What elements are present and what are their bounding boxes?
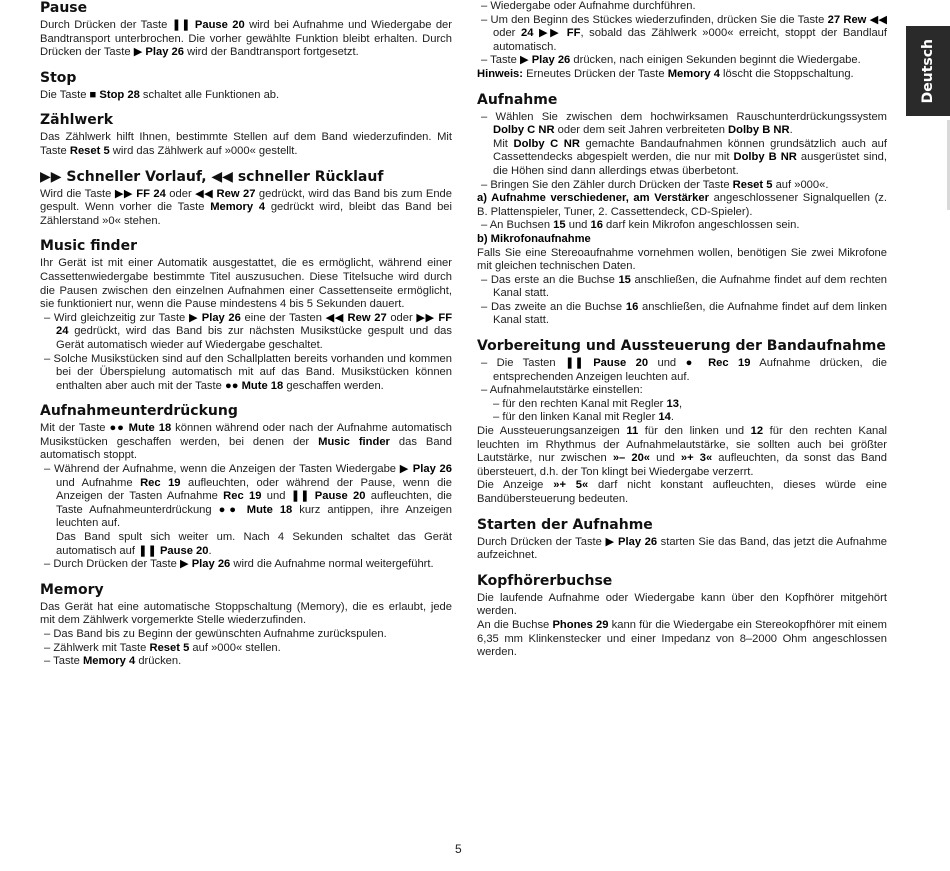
heading-memory: Memory (40, 581, 104, 598)
section-pause (40, 0, 452, 60)
para (477, 592, 887, 619)
text-run: – Die Tasten (481, 357, 566, 370)
list-item (40, 312, 452, 353)
bold-term: Reset 5 (69, 144, 110, 157)
text-run: . (789, 124, 793, 137)
note (477, 68, 887, 82)
bold-term: »+ 3« (680, 452, 713, 465)
bold-term: Dolby C NR (493, 124, 555, 137)
bold-term: ▶ Play 26 (399, 463, 452, 476)
text-run: für den rechten Kanal leuchten im Rhythmus der Aufnahmelautstärke, sie sollten auch bei größter Lautstärke, nur zwischen (477, 425, 887, 465)
bold-term: b) Mikrofonaufnahme (477, 232, 591, 245)
para (477, 619, 887, 660)
text-run: und (565, 219, 591, 232)
text-run: – Während der Aufnahme, wenn die Anzeigen der Tasten Wiedergabe (44, 463, 400, 476)
bold-term: ▶ Play 26 (605, 535, 658, 548)
heading-counter: Zählwerk (40, 112, 114, 129)
left-column (40, 0, 452, 679)
text-run: eine der Tasten (240, 311, 326, 324)
text-run: – Wird gleichzeitig zur Taste (44, 311, 189, 324)
bold-term: ● Rec 19 (685, 357, 751, 370)
text-run: darf kein Mikrofon angeschlossen sein. (602, 219, 800, 232)
text-run: und (648, 357, 686, 370)
text-run: auf »000« stellen. (189, 641, 281, 654)
text-run: das Band automatisch stoppt. (40, 435, 453, 462)
text-run: gedrückt, wird das Band bis zur nächsten Musikstücke gespult und das Gerät automatisch wieder auf Wiedergabe geschaltet. (56, 325, 452, 351)
text-run: für den linken und (638, 425, 751, 438)
text-run: Durch Drücken der Taste (477, 535, 606, 548)
text-run: , (678, 397, 683, 410)
text-run: – Zählwerk mit Taste (44, 641, 150, 654)
para (477, 425, 887, 479)
section-recording (477, 92, 887, 329)
heading-mute: Aufnahmeunterdrückung (40, 403, 238, 420)
bold-term: ❚❚ Pause 20 (565, 357, 649, 370)
bold-term: ▶ Play 26 (133, 46, 184, 59)
bold-term: ◀◀ Rew 27 (325, 311, 387, 324)
section-music-finder (40, 238, 452, 393)
text-run: angeschlossener Signalquellen (z. B. Plattenspieler, Tuner, 2. Cassettendeck, CD-Spieler). (477, 192, 888, 218)
text-run: geschaffen werden. (283, 379, 384, 392)
bold-term: ▶▶ FF 24 (114, 187, 166, 200)
page-number: 5 (455, 842, 462, 856)
section-memory-continued (477, 0, 887, 82)
bold-term: 27 Rew ◀◀ (827, 13, 887, 26)
bold-term: 11 (626, 425, 639, 438)
text-run: und (650, 452, 681, 465)
text-run: Die Taste (40, 88, 90, 101)
bold-term: ■ Stop 28 (89, 88, 140, 101)
bold-term: Dolby B NR (728, 124, 790, 137)
text-run: – Wiedergabe oder Aufnahme durchführen. (481, 0, 696, 12)
text-run: – Durch Drücken der Taste (44, 558, 180, 571)
heading-start-recording: Starten der Aufnahme (477, 516, 653, 533)
language-tab (906, 26, 950, 116)
text-run: – Das Band bis zu Beginn der gewünschten Aufnahme zurückspulen. (44, 628, 387, 640)
text-run: – Um den Beginn des Stückes wiederzufinden, drücken Sie die Taste (481, 13, 828, 26)
text-run: kann für die Wiedergabe ein Stereokopfhörer mit einem 6,35 mm Klinkenstecker und einer Impedanz von 8–2000 Ohm angeschlossen werden. (477, 618, 887, 659)
list-item (477, 219, 887, 233)
text-run: löscht die Stoppschaltung. (719, 67, 854, 80)
section-counter (40, 112, 452, 158)
bold-term: Memory 4 (210, 201, 266, 214)
bold-term: ●● Mute 18 (218, 503, 293, 516)
text-run: Die laufende Aufnahme oder Wiedergabe kann über den Kopfhörer mitgehört werden. (477, 591, 887, 618)
list-item (477, 274, 887, 301)
bold-term: Rec 19 (140, 476, 181, 489)
heading-recording: Aufnahme (477, 91, 558, 108)
bold-term: »– 20« (612, 452, 651, 465)
bold-term: ◀◀ Rew 27 (195, 187, 256, 200)
para (40, 19, 452, 60)
heading-stop: Stop (40, 69, 77, 86)
list-item (477, 411, 887, 425)
para (40, 89, 452, 103)
text-run: Wird die Taste (40, 187, 115, 200)
text-run: Die Anzeige (477, 479, 554, 492)
text-run: Das Gerät hat eine automatische Stoppschaltung (Memory), die es erlaubt, jede mit dem Zählwerk vorgemerkte Stelle wiederzufinden. (40, 600, 452, 627)
bold-term: Dolby C NR (513, 137, 580, 150)
text-run: Mit der Taste (40, 422, 110, 435)
para (477, 247, 887, 274)
text-run: – für den linken Kanal mit Regler (493, 411, 659, 424)
bold-term: 13 (666, 397, 679, 410)
language-tab-label: Deutsch (920, 38, 936, 104)
text-run: , sobald das Zählwerk »000« erreicht, stoppt der Bandlauf automatisch. (493, 27, 887, 53)
text-run: ausgerüstet sind, die Höhen sind dann allerdings etwas überbetont. (493, 151, 887, 177)
bold-term: Memory 4 (82, 655, 136, 668)
para (40, 131, 452, 158)
heading-headphones: Kopfhörerbuchse (477, 572, 613, 589)
bold-term: a) Aufnahme verschiedener, am Verstärker (477, 192, 709, 205)
bold-term: Phones 29 (552, 618, 609, 631)
bold-term: ❚❚ Pause 20 (138, 544, 209, 557)
text-run: – Das zweite an die Buchse (481, 300, 626, 313)
text-run: aufleuchten, die Taste Aufnahmeunterdrückung (56, 490, 452, 516)
heading-pause: Pause (40, 0, 88, 16)
text-run: – für den rechten Kanal mit Regler (493, 397, 667, 410)
text-run: und Aufnahme (56, 476, 141, 489)
bold-term: Hinweis: (477, 67, 524, 80)
list-item (40, 558, 452, 572)
section-mute (40, 403, 452, 572)
section-memory (40, 582, 452, 669)
text-run: drücken, nach einigen Sekunden beginnt die Wiedergabe. (570, 54, 861, 67)
section-start-recording (477, 517, 887, 563)
para (477, 536, 887, 563)
text-run: anschließen, die Aufnahme findet auf dem rechten Kanal statt. (493, 273, 888, 300)
text-run: – Aufnahmelautstärke einstellen: (481, 384, 643, 397)
heading-music-finder: Music finder (40, 238, 137, 255)
text-run: Aufnahme drücken, die entsprechenden Anzeigen leuchten auf. (493, 357, 888, 383)
bold-term: ●● Mute 18 (109, 422, 172, 435)
list-item (40, 353, 452, 394)
bold-term: Reset 5 (732, 178, 773, 191)
para (477, 192, 887, 219)
text-run: können während oder nach der Aufnahme automatisch Musikstücken geschaffen werden, bei denen der (40, 422, 452, 448)
text-run: wird das Zählwerk auf »000« gestellt. (109, 144, 298, 157)
text-run: Das Zählwerk hilft Ihnen, bestimmte Stellen auf dem Band wiederzufinden. Mit Taste (40, 131, 452, 157)
list-item (477, 14, 887, 55)
text-run: – Das erste an die Buchse (481, 273, 619, 286)
text-run: und (261, 490, 291, 503)
text-run: drücken. (135, 655, 182, 668)
para (40, 531, 452, 558)
text-run: gedrückt wird, bleibt das Band bei Zählerstand »0« stehen. (40, 201, 452, 227)
text-run: wird bei Aufnahme und Wiedergabe der Bandtransport unterbrochen. Die vorher gewählte Funktion bleibt erhalten. Durch Drücken der Taste (40, 19, 453, 59)
list-item (40, 628, 452, 642)
text-run: – Wählen Sie zwischen dem hochwirksamen Rauschunterdrückungssystem (481, 110, 887, 123)
text-run: oder (493, 27, 521, 40)
text-run: gedrückt, wird das Band bis zum Ende gespult. Wenn vorher die Taste (40, 187, 452, 214)
list-item (477, 0, 887, 14)
bold-term: ❚❚ Pause 20 (290, 490, 366, 503)
text-run: Mit (493, 137, 514, 150)
bold-term: Dolby B NR (733, 151, 797, 164)
text-run: wird die Aufnahme normal weitergeführt. (230, 558, 434, 571)
text-run: Falls Sie eine Stereoaufnahme vornehmen wollen, benötigen Sie zwei Mikrofone mit gleichen technischen Daten. (477, 246, 887, 273)
para (40, 188, 452, 229)
bold-term: ●● Mute 18 (224, 379, 284, 392)
bold-term: ▶ Play 26 (519, 54, 571, 67)
text-run: oder dem seit Jahren verbreiteten (554, 124, 729, 137)
para (477, 479, 887, 506)
bold-term: 15 (553, 219, 566, 232)
text-run: kurz antippen, ihre Anzeigen leuchten auf. (56, 503, 452, 530)
right-column (477, 0, 887, 670)
heading-ff-rew: ▶▶ Schneller Vorlauf, ◀◀ schneller Rücklauf (40, 168, 384, 185)
bold-term: Reset 5 (149, 641, 190, 654)
text-run: Die Aussteuerungsanzeigen (477, 425, 627, 438)
text-run: oder (165, 187, 196, 200)
text-run: An die Buchse (477, 618, 553, 631)
bold-term: Memory 4 (667, 67, 720, 80)
bold-term: 24 ▶▶ FF (520, 27, 581, 40)
section-stop (40, 70, 452, 103)
bold-term: 15 (618, 273, 631, 286)
text-run: auf »000«. (772, 178, 829, 191)
para (477, 138, 887, 179)
para (477, 233, 887, 247)
text-run: – Bringen Sie den Zähler durch Drücken der Taste (481, 178, 733, 191)
list-item (40, 642, 452, 656)
bold-term: ❚❚ Pause 20 (171, 19, 245, 31)
bold-term: Rec 19 (223, 490, 262, 503)
bold-term: 14 (658, 411, 671, 424)
list-item (477, 398, 887, 412)
text-run: Ihr Gerät ist mit einer Automatik ausgestattet, die es ermöglicht, während einer Cassettenwiedergabe bestimmte Titel auszusuchen. Diese Titelsuche wird durch die Pausen zwischen den einzelnen Aufnahmen einer Cassettenseite ermöglicht, sie funktioniert nur, wenn die Pause mindestens 4 bis 5 Sekunden dauert. (40, 257, 452, 311)
bold-term: ▶▶ FF 24 (56, 311, 453, 338)
list-item (477, 301, 887, 328)
text-run: darf nicht konstant aufleuchten, dieses würde eine Bandübersteuerung bedeuten. (477, 479, 887, 505)
para (40, 257, 452, 311)
section-preparation (477, 338, 887, 507)
text-run: starten Sie das Band, das jetzt die Aufnahme aufzeichnet. (477, 535, 888, 562)
text-run: Durch Drücken der Taste (40, 19, 172, 31)
heading-preparation: Vorbereitung und Aussteuerung der Bandaufnahme (477, 338, 886, 355)
text-run: oder (386, 311, 417, 324)
text-run: . (670, 411, 674, 424)
bold-term: 16 (625, 300, 639, 313)
text-run: – Taste (481, 54, 520, 67)
text-run: – Solche Musikstücken sind auf den Schallplatten bereits vorhanden und kommen bei der Überspielung automatisch mit auf das Band. Musikstücken können enthalten aber auch mit der Taste (44, 352, 452, 392)
list-item (40, 463, 452, 531)
text-run: aufleuchten, oder während der Pause, wenn die Anzeigen der Tasten Aufnahme (56, 476, 453, 503)
text-run: . (208, 544, 212, 557)
bold-term: ▶ Play 26 (188, 311, 241, 324)
list-item (477, 384, 887, 398)
bold-term: »+ 5« (553, 479, 589, 492)
text-run: aufleuchten, da sonst das Band übersteuert, d.h. der Ton klingt bei Wiedergabe verzerrt. (477, 452, 887, 478)
list-item (477, 54, 887, 68)
list-item (477, 111, 887, 138)
text-run: – An Buchsen (481, 219, 554, 232)
text-run: Das Band spult sich weiter um. Nach 4 Sekunden schaltet das Gerät automatisch auf (56, 531, 452, 557)
para (40, 601, 452, 628)
list-item (477, 179, 887, 193)
text-run: wird der Bandtransport fortgesetzt. (183, 46, 359, 59)
text-run: Erneutes Drücken der Taste (523, 67, 668, 80)
bold-term: 16 (590, 219, 603, 232)
text-run: anschließen, die Aufnahme findet auf dem linken Kanal statt. (493, 300, 887, 327)
para (40, 422, 452, 463)
text-run: gemachte Bandaufnahmen können grundsätzlich auch auf Cassettendecks abgespielt werden, die nur mit (493, 137, 887, 164)
section-ff-rew (40, 169, 452, 229)
bold-term: ▶ Play 26 (179, 558, 231, 571)
bold-term: 12 (750, 425, 764, 438)
text-run: schaltet alle Funktionen ab. (139, 88, 280, 101)
list-item (40, 655, 452, 669)
bold-term: Music finder (318, 435, 390, 448)
section-headphones (477, 573, 887, 660)
list-item (477, 357, 887, 384)
text-run: – Taste (44, 655, 83, 668)
